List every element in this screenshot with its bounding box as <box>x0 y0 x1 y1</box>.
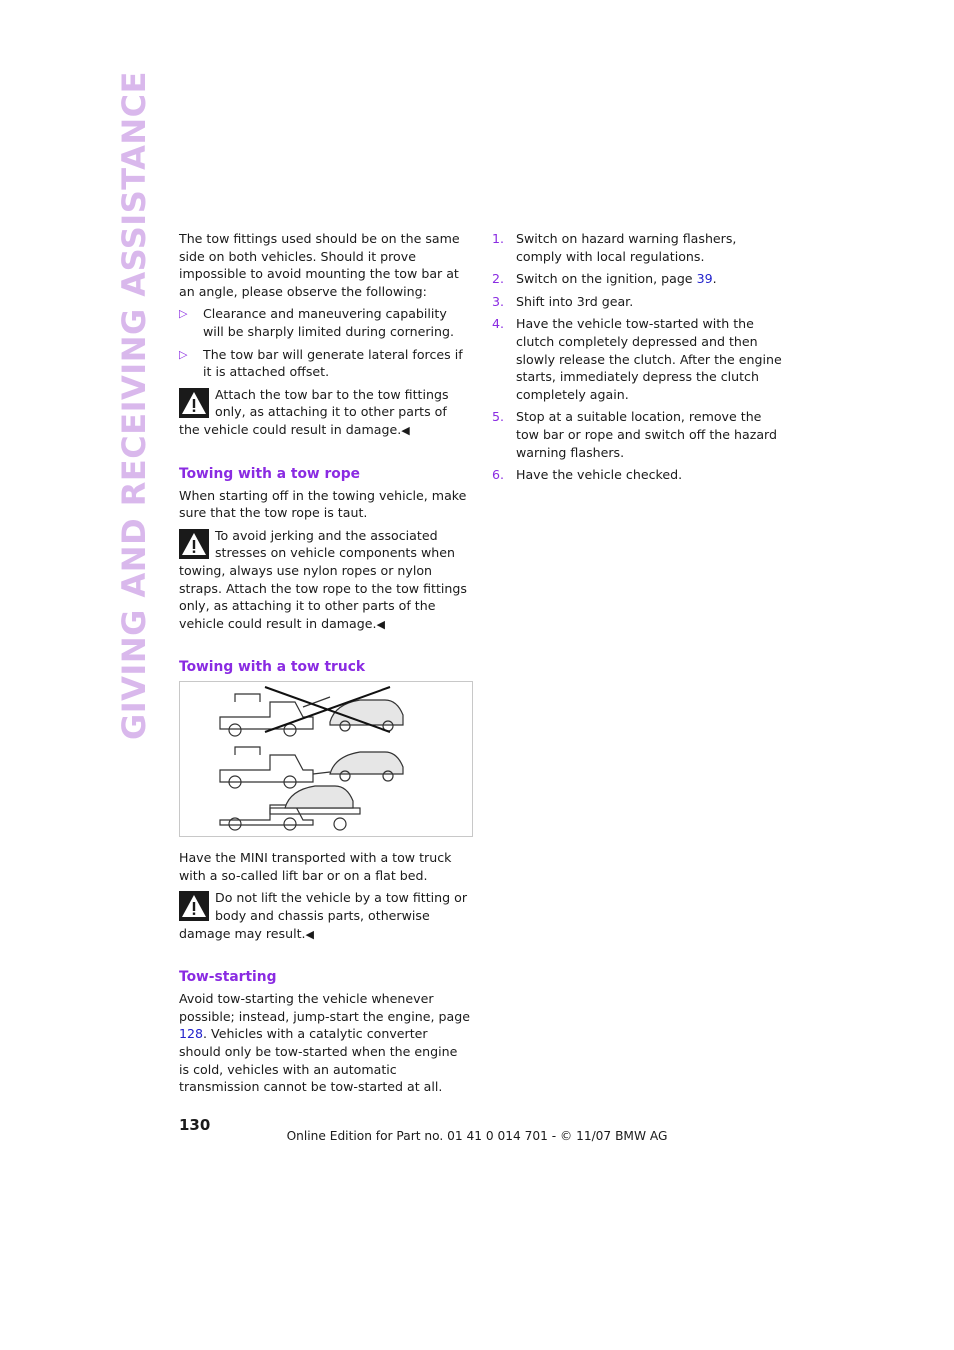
heading-tow-truck: Towing with a tow truck <box>179 659 366 676</box>
list-item <box>492 293 784 311</box>
towing-illustration <box>179 681 473 837</box>
tow-rope-paragraph: When starting off in the towing vehicle, make sure that the tow rope is taut. <box>179 487 467 521</box>
warning-triangle-icon <box>179 388 209 418</box>
triangle-right-icon: ▷ <box>179 347 188 361</box>
tow-starting-text: Avoid tow-starting the vehicle whenever possible; instead, jump-start the engine, page <box>179 991 470 1024</box>
warning-text: Do not lift the vehicle by a tow fitting or body and chassis parts, otherwise damage may result. <box>179 890 467 941</box>
warning-triangle-icon <box>179 529 209 559</box>
section-side-title: GIVING AND RECEIVING ASSISTANCE <box>115 71 153 740</box>
step-text: Shift into 3rd gear. <box>516 293 634 309</box>
bullet-item <box>179 346 471 381</box>
heading-tow-starting: Tow-starting <box>179 969 277 986</box>
bullet-text: Clearance and maneuvering capability will be sharply limited during cornering. <box>203 306 454 339</box>
step-text: Switch on hazard warning flashers, comply with local regulations. <box>516 231 737 264</box>
tow-starting-text-rest: . Vehicles with a catalytic converter should only be tow-started when the engine is cold, vehicles with an automatic transmission cannot be tow-started at all. <box>179 1026 458 1095</box>
end-mark-icon: ◀ <box>305 927 314 941</box>
step-number: 6. <box>492 467 505 483</box>
step-text-end: . <box>712 271 717 287</box>
list-item <box>492 230 784 265</box>
heading-tow-rope: Towing with a tow rope <box>179 465 360 482</box>
warning-triangle-icon <box>179 891 209 921</box>
bullet-item <box>179 305 471 340</box>
triangle-right-icon: ▷ <box>179 307 188 321</box>
tow-starting-paragraph <box>179 990 471 1096</box>
warning-text: Attach the tow bar to the tow fittings only, as attaching it to other parts of the vehicle could result in damage. <box>179 386 449 437</box>
step-text: Have the vehicle tow-started with the clutch completely depressed and then slowly release the clutch. After the engine starts, immediately depress the clutch completely again. <box>516 316 782 402</box>
bullet-text: The tow bar will generate lateral forces if it is attached offset. <box>203 346 463 380</box>
warning-text: To avoid jerking and the associated stresses on vehicle components when towing, always use nylon ropes or nylon straps. Attach the tow rope to the tow fittings only, as attaching it to other parts of the vehicle could result in damage. <box>179 527 467 631</box>
list-item <box>492 408 784 461</box>
step-number: 3. <box>492 293 505 309</box>
intro-paragraph: The tow fittings used should be on the same side on both vehicles. Should it prove impossible to avoid mounting the tow bar at an angle, please observe the following: <box>179 231 460 299</box>
page-number: 130 <box>179 1116 211 1134</box>
step-text: Switch on the ignition, page <box>516 271 697 287</box>
step-number: 1. <box>492 231 505 246</box>
left-column <box>179 230 471 1101</box>
warning-note <box>179 386 471 440</box>
step-text: Stop at a suitable location, remove the tow bar or rope and switch off the hazard warning flashers. <box>516 409 778 460</box>
step-number: 2. <box>492 271 505 287</box>
warning-note <box>179 527 471 634</box>
step-text: Have the vehicle checked. <box>516 467 683 483</box>
step-number: 4. <box>492 316 505 332</box>
tow-truck-paragraph: Have the MINI transported with a tow truck with a so-called lift bar or on a flat bed. <box>179 850 452 883</box>
end-mark-icon: ◀ <box>401 423 410 437</box>
step-number: 5. <box>492 409 505 425</box>
page-link-39[interactable]: 39 <box>696 271 713 287</box>
list-item <box>492 315 784 403</box>
list-item <box>492 466 784 484</box>
warning-note <box>179 889 471 943</box>
footer-edition-note: Online Edition for Part no. 01 41 0 014 701 - © 11/07 BMW AG <box>286 1129 668 1143</box>
list-item <box>492 270 784 288</box>
end-mark-icon: ◀ <box>376 617 385 631</box>
tow-truck-diagram <box>180 682 472 836</box>
right-column <box>492 230 784 489</box>
page-link-128[interactable]: 128 <box>179 1026 204 1042</box>
